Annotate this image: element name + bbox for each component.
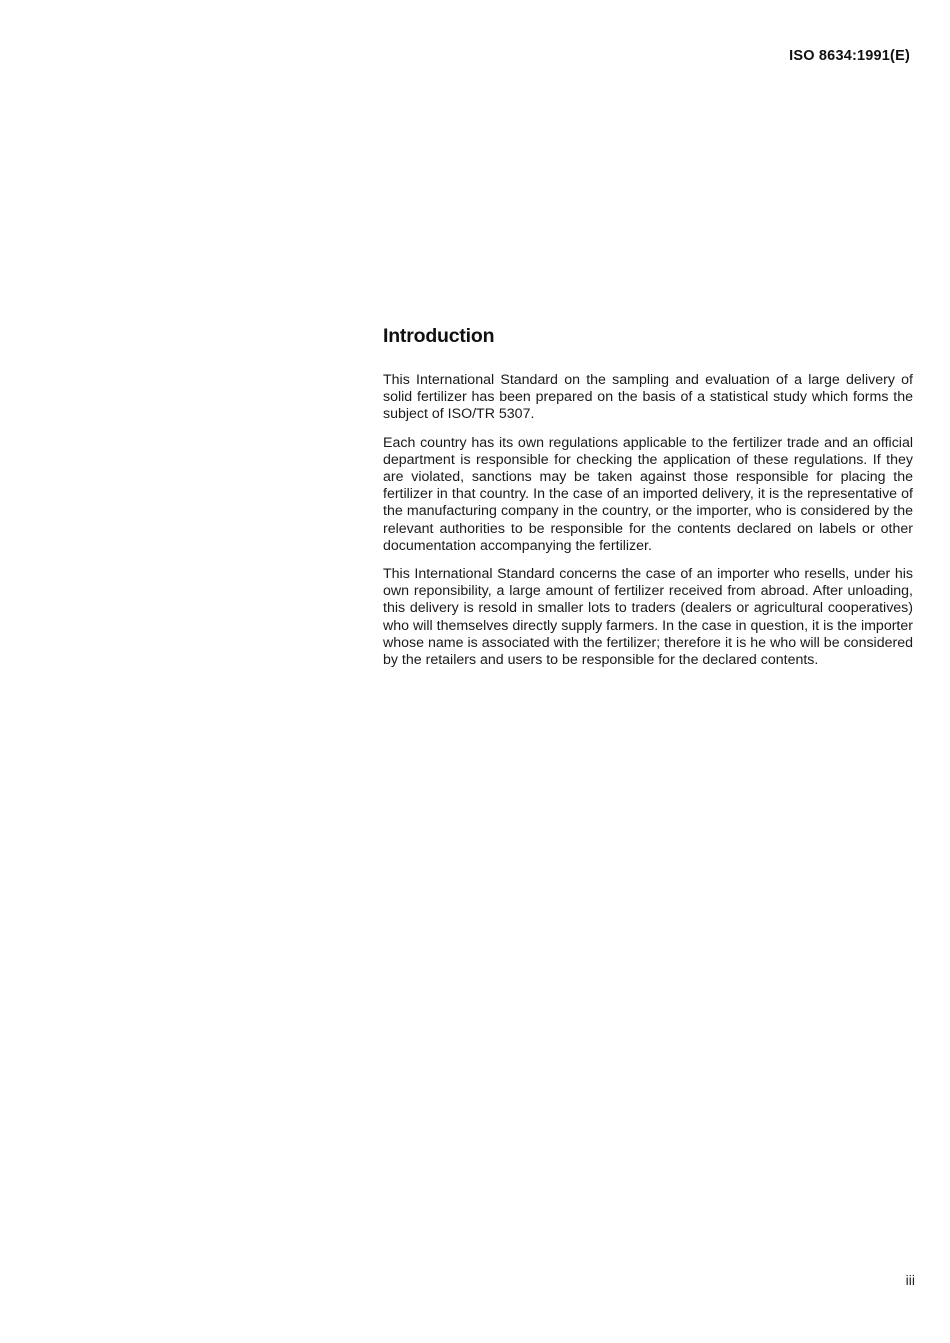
document-code: ISO 8634:1991(E): [789, 48, 910, 64]
page-number: iii: [905, 1272, 915, 1288]
paragraph: This International Standard on the sampling and evaluation of a large delivery of solid fertilizer has been prepared on the basis of a statistical study which forms the subject of ISO/TR 5307.: [383, 372, 913, 423]
section-title: Introduction: [383, 325, 495, 347]
paragraph: This International Standard concerns the case of an importer who resells, under his own reponsibility, a large amount of fertilizer received from abroad. After unloading, this delivery is resold in smaller lots to traders (dealers or agricultural cooperatives) who will themselves directly supply farmers. In the case in question, it is the importer whose name is associated with the fertilizer; therefore it is he who will be considered by the retailers and users to be responsible for the declared contents.: [383, 566, 913, 669]
introduction-section: [383, 325, 913, 680]
paragraph: Each country has its own regulations applicable to the fertilizer trade and an official department is responsible for checking the application of these regulations. If they are violated, sanctions may be taken against those responsible for placing the fertilizer in that country. In the case of an imported delivery, it is the representative of the manufacturing company in the country, or the importer, who is considered by the relevant authorities to be responsible for the contents declared on labels or other documentation accompanying the fertilizer.: [383, 434, 913, 554]
